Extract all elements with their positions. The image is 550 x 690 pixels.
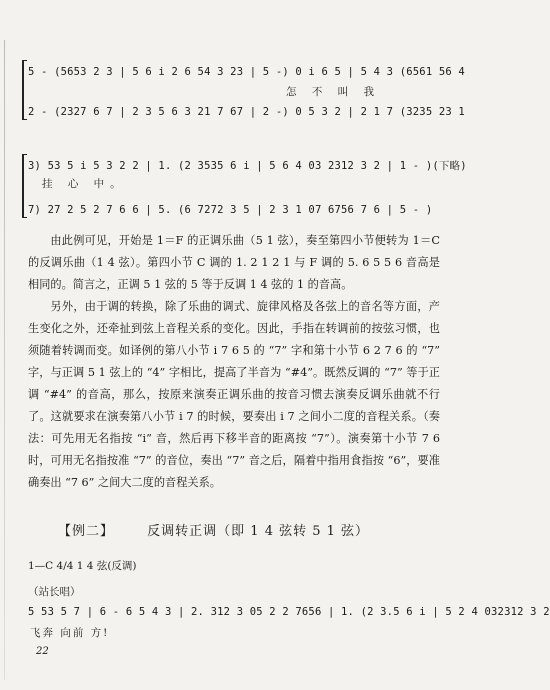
score-top-line2: 2 - (2327 6 7 | 2 3 5 6 3 21 7 67 | 2 -) 0 5 3 2 | 2 1 7 (3235 23 1 [28,106,465,118]
paragraph-1: 由此例可见，开始是 1＝F 的正调乐曲（5 1 弦），奏至第四小节便转为 1＝C 的反调乐曲（1 4 弦）。第四小节 C 调的 1. 2 1 2 1 与 F 调的 5. 6 5 5 6 音高是相同的。简言之，正调 5 1 弦的 5 等于反调 1 4 弦的 1 的音高。 [28,234,440,291]
example-title: 反调转正调（即 1 4 弦转 5 1 弦） [147,524,370,539]
example-heading [58,520,369,539]
score-mid-line2: 7) 27 2 5 2 7 6 6 | 5. (6 7272 3 5 | 2 3 1 07 6756 7 6 | 5 - ) [28,204,433,216]
score-top-lyric1: 怎 不 叫 我 [286,86,381,98]
score-brace-top [22,60,27,120]
paragraph-2: 另外，由于调的转换，除了乐曲的调式、旋律风格及各弦上的音名等方面，产生变化之外，还牵扯到弦上音程关系的变化。因此，手指在转调前的按弦习惯，也须随着转调而变。如译例的第八小节 i 7 6 5 的 “7” 字和第十小节 6 2 7 6 的 “7” 字，与正调 5 1 弦上的 “4” 字相比，提高了半音为 “#4”。既然反调的 “7” 等于正调 “#4” 的音高，那么，按原来演奏正调乐曲的按音习惯去演奏反调乐曲就不行了。这就要求在演奏第八小节 i 7 的时候，要奏出 i 7 之间小二度的音程关系。（奏法：可先用无名指按 “i” 音，然后再下移半音的距离按 “7”）。演奏第十小节 7 6 时，可用无名指按准 “7” 的音位，奏出 “7” 音之后，隔着中指用食指按 “6”，要准确奏出 “7 6” 之间大二度的音程关系。 [28,300,440,489]
key-signature: 1—C 4/4 1 4 弦(反调) [28,560,137,572]
example-label: 【例二】 [58,524,115,539]
singer-role: （站长唱） [28,586,81,598]
page-edge [4,40,5,680]
score-bottom-line1: 5 53 5 7 | 6 - 6 5 4 3 | 2. 312 3 05 2 2 7656 | 1. (2 3.5 6 i | 5 2 4 032312 3 2 [28,606,550,618]
page-number: 22 [36,646,49,657]
score-brace-mid [22,154,27,218]
score-bottom-lyric1: 飞奔 向前 方! [30,627,110,639]
score-mid-line1: 3) 53 5 i 5 3 2 2 | 1. (2 3535 6 i | 5 6 4 03 2312 3 2 | 1 - )(下略) [28,160,467,172]
score-top-line1: 5 - (5653 2 3 | 5 6 i 2 6 54 3 23 | 5 -) 0 i 6 5 | 5 4 3 (6561 56 4 [28,66,465,78]
score-mid-lyric1: 挂 心 中。 [42,178,127,190]
